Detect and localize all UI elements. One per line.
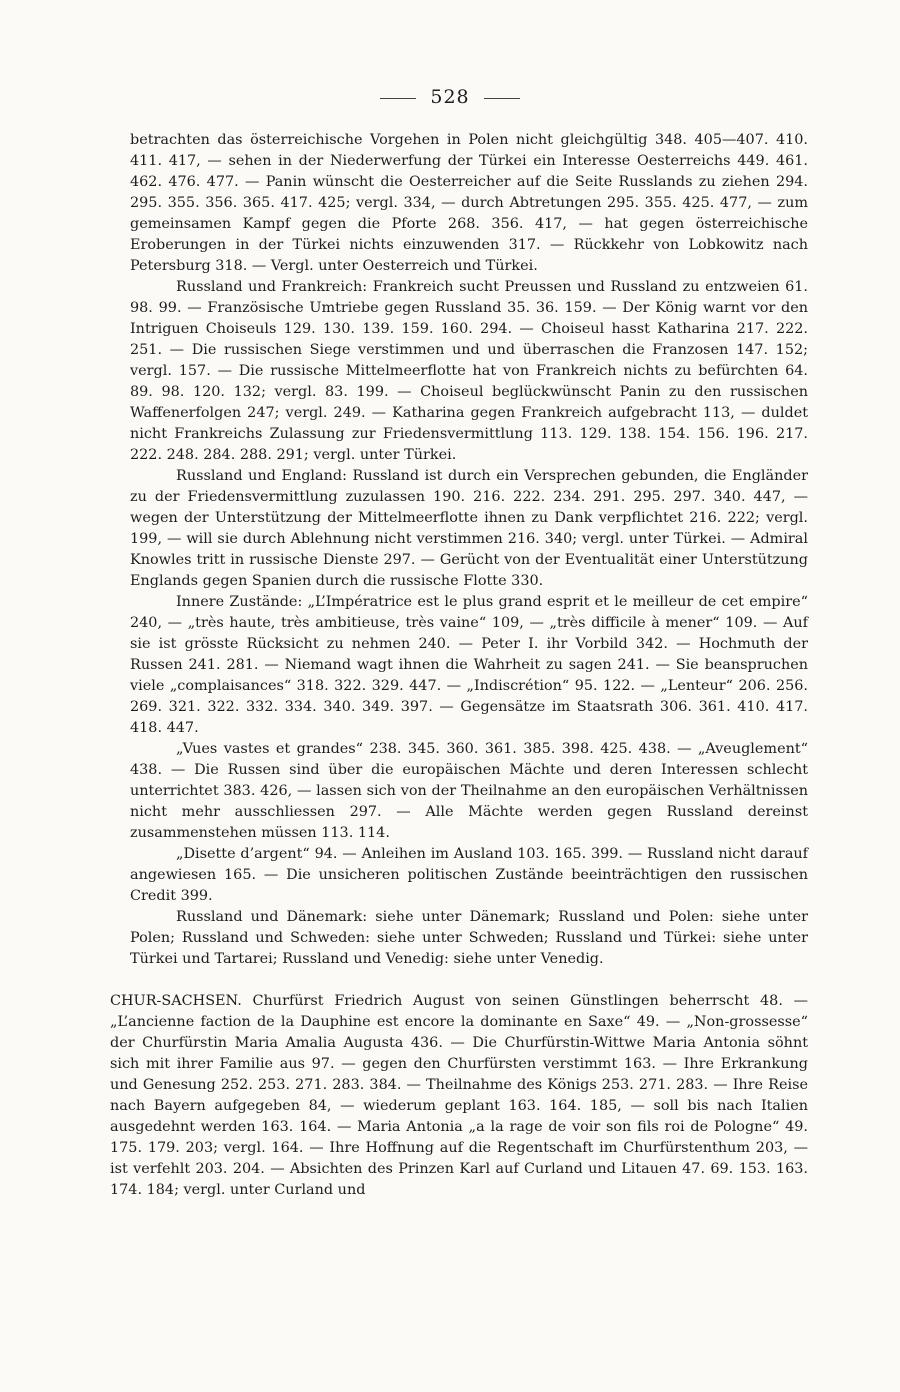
page-header (0, 86, 900, 108)
index-paragraph: Innere Zustände: „L’Impératrice est le plus grand esprit et le meilleur de cet empire“ 240, — „très haute, très ambitieuse, très vaine“ 109, — „très difficile à mener“ 109. — Auf sie ist grösste Rücksicht zu nehmen 240. — Peter I. ihr Vorbild 342. — Hochmuth der Russen 241. 281. — Niemand wagt ihnen die Wahrheit zu sagen 241. — Sie beanspruchen viele „complaisances“ 318. 322. 329. 447. — „Indiscrétion“ 95. 122. — „Lenteur“ 206. 256. 269. 321. 322. 332. 334. 340. 349. 397. — Gegensätze im Staatsrath 306. 361. 410. 417. 418. 447. (130, 594, 808, 736)
index-text (110, 130, 808, 1201)
index-entry-chur-sachsen: CHUR-SACHSEN. Churfürst Friedrich August von seinen Günstlingen beherrscht 48. — „L’ancienne faction de la Dauphine est encore la dominante en Saxe“ 49. — „Non-grossesse“ der Churfürstin Maria Amalia Augusta 436. — Die Churfürstin-Wittwe Maria Antonia söhnt sich mit ihrer Familie aus 97. — gegen den Churfürsten verstimmt 163. — Ihre Erkrankung und Genesung 252. 253. 271. 283. 384. — Theilnahme des Königs 253. 271. 283. — Ihre Reise nach Bayern aufgegeben 84, — wiederum geplant 163. 164. 185, — soll bis nach Italien ausgedehnt werden 163. 164. — Maria Antonia „a la rage de voir son fils roi de Pologne“ 49. 175. 179. 203; vergl. 164. — Ihre Hoffnung auf die Regentschaft im Churfürstenthum 203, — ist verfehlt 203. 204. — Absichten des Prinzen Karl auf Curland und Litauen 47. 69. 153. 163. 174. 184; vergl. unter Curland und (110, 993, 808, 1198)
index-paragraph: „Vues vastes et grandes“ 238. 345. 360. 361. 385. 398. 425. 438. — „Aveuglement“ 438. — Die Russen sind über die europäischen Mächte und deren Interessen schlecht unterrichtet 383. 426, — lassen sich von der Theilnahme an den europäischen Verhältnissen nicht mehr ausschliessen 297. — Alle Mächte werden gegen Russland dereinst zusammenstehen müssen 113. 114. (130, 741, 808, 841)
index-paragraph: betrachten das österreichische Vorgehen in Polen nicht gleichgültig 348. 405—407. 410. 411. 417, — sehen in der Niederwerfung der Türkei ein Interesse Oesterreichs 449. 461. 462. 476. 477. — Panin wünscht die Oesterreicher auf die Seite Russlands zu ziehen 294. 295. 355. 356. 365. 417. 425; vergl. 334, — durch Abtretungen 295. 355. 425. 477, — zum gemeinsamen Kampf gegen die Pforte 268. 356. 417, — hat gegen österreichische Eroberungen in der Türkei nichts einzuwenden 317. — Rückkehr von Lobkowitz nach Petersburg 318. — Vergl. unter Oesterreich und Türkei. (130, 132, 808, 274)
page-number: 528 (430, 86, 470, 108)
index-paragraph: Russland und Dänemark: siehe unter Dänemark; Russland und Polen: siehe unter Polen; Russland und Schweden: siehe unter Schweden; Russland und Türkei: siehe unter Türkei und Tartarei; Russland und Venedig: siehe unter Venedig. (130, 909, 808, 967)
header-rule-right (484, 98, 520, 99)
index-paragraph: Russland und England: Russland ist durch ein Versprechen gebunden, die Engländer zu der Friedensvermittlung zuzulassen 190. 216. 222. 234. 291. 295. 297. 340. 447, — wegen der Unterstützung der Mittelmeerflotte ihnen zu Dank verpflichtet 216. 222; vergl. 199, — will sie durch Ablehnung nicht verstimmen 216. 340; vergl. unter Türkei. — Admiral Knowles tritt in russische Dienste 297. — Gerücht von der Eventualität einer Unterstützung Englands gegen Spanien durch die russische Flotte 330. (130, 468, 808, 589)
index-paragraph: „Disette d’argent“ 94. — Anleihen im Ausland 103. 165. 399. — Russland nicht darauf angewiesen 165. — Die unsicheren politischen Zustände beeinträchtigen den russischen Credit 399. (130, 846, 808, 904)
header-rule-left (380, 98, 416, 99)
section-gap (130, 970, 808, 991)
index-paragraph: Russland und Frankreich: Frankreich sucht Preussen und Russland zu entzweien 61. 98. 99. — Französische Umtriebe gegen Russland 35. 36. 159. — Der König warnt vor den Intriguen Choiseuls 129. 130. 139. 159. 160. 294. — Choiseul hasst Katharina 217. 222. 251. — Die russischen Siege verstimmen und und überraschen die Franzosen 147. 152; vergl. 157. — Die russische Mittelmeerflotte hat von Frankreich nichts zu befürchten 64. 89. 98. 120. 132; vergl. 83. 199. — Choiseul beglückwünscht Panin zu den russischen Waffenerfolgen 247; vergl. 249. — Katharina gegen Frankreich aufgebracht 113, — duldet nicht Frankreichs Zulassung zur Friedensvermittlung 113. 129. 138. 154. 156. 196. 217. 222. 248. 284. 288. 291; vergl. unter Türkei. (130, 279, 808, 463)
